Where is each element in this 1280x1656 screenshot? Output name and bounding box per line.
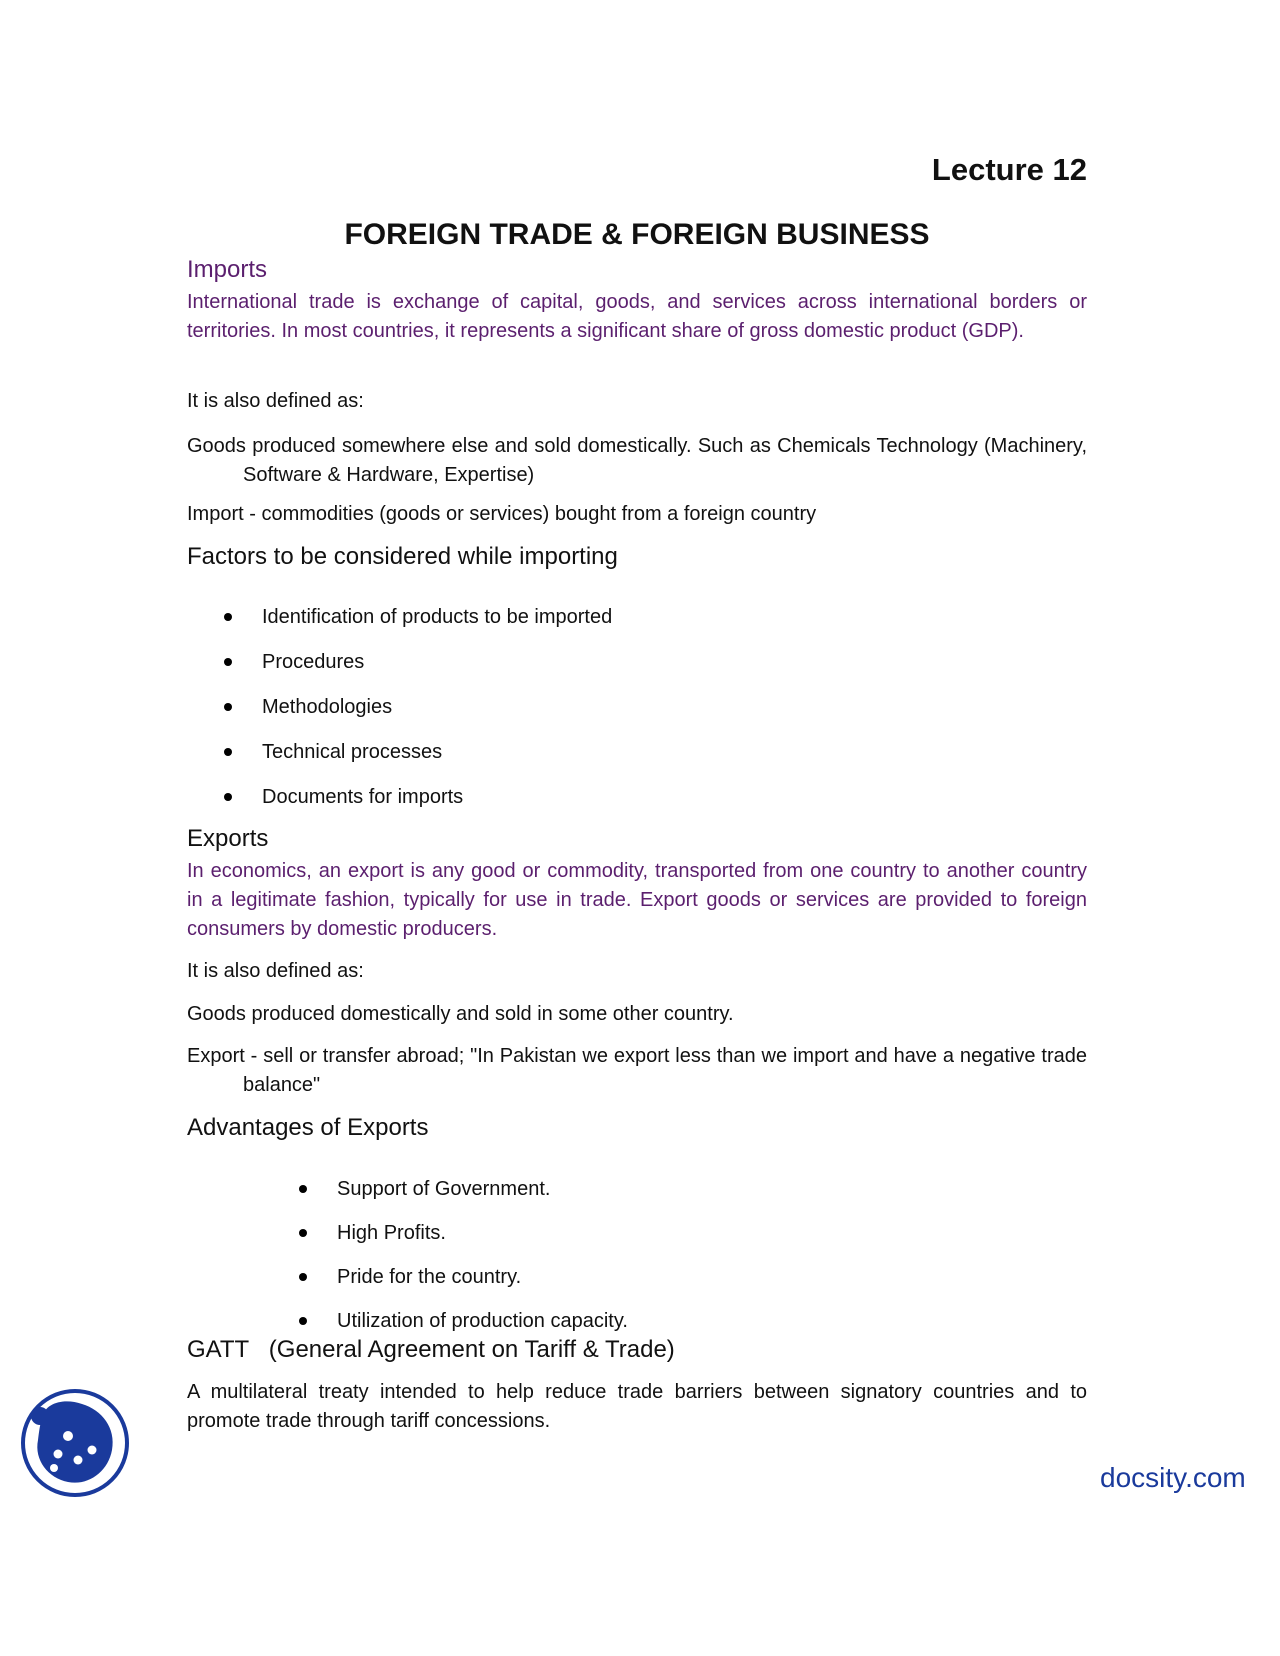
list-item: Technical processes — [187, 739, 612, 784]
import-definition: Import - commodities (goods or services) bought from a foreign country — [187, 503, 817, 525]
bullet-icon — [299, 1317, 307, 1325]
docsity-link[interactable]: docsity.com — [1100, 1462, 1246, 1493]
gatt-heading: GATT (General Agreement on Tariff & Trade) — [187, 1336, 675, 1363]
list-item: Procedures — [187, 649, 612, 694]
imports-heading: Imports — [187, 256, 268, 283]
bullet-icon — [299, 1185, 307, 1193]
exports-also-defined: It is also defined as: — [187, 960, 364, 982]
imports-definition: Goods produced somewhere else and sold domestically. Such as Chemicals Technology (Machinery, Software & Hardware, Expertise) — [187, 435, 1087, 486]
list-item: High Profits. — [187, 1220, 628, 1264]
bullet-icon — [224, 613, 232, 621]
bullet-icon — [299, 1229, 307, 1237]
export-definition: Export - sell or transfer abroad; "In Pakistan we export less than we import and have a negative trade balance" — [187, 1045, 1087, 1096]
list-item: Documents for imports — [187, 784, 612, 829]
exports-definition: Goods produced domestically and sold in some other country. — [187, 1003, 734, 1025]
list-item: Methodologies — [187, 694, 612, 739]
imports-also-defined: It is also defined as: — [187, 390, 364, 412]
factors-list — [187, 604, 612, 829]
lecture-number: Lecture 12 — [931, 152, 1087, 187]
list-item: Identification of products to be imported — [187, 604, 612, 649]
exports-intro: In economics, an export is any good or commodity, transported from one country to another country in a legitimate fashion, typically for use in trade. Export goods or services are provided to foreign consumers by domestic producers. — [187, 860, 1087, 940]
factors-heading: Factors to be considered while importing — [187, 543, 618, 570]
bullet-icon — [224, 703, 232, 711]
imports-intro: International trade is exchange of capital, goods, and services across international borders or territories. In most countries, it represents a significant share of gross domestic product (GDP). — [187, 291, 1087, 342]
list-item: Utilization of production capacity. — [187, 1308, 628, 1352]
gatt-text: A multilateral treaty intended to help reduce trade barriers between signatory countries and to promote trade through tariff concessions. — [187, 1381, 1087, 1432]
bullet-icon — [224, 658, 232, 666]
advantages-list — [187, 1176, 628, 1352]
bullet-icon — [299, 1273, 307, 1281]
list-item: Pride for the country. — [187, 1264, 628, 1308]
advantages-heading: Advantages of Exports — [187, 1114, 429, 1141]
list-item: Support of Government. — [187, 1176, 628, 1220]
bullet-icon — [224, 793, 232, 801]
exports-heading: Exports — [187, 825, 269, 852]
page-title: FOREIGN TRADE & FOREIGN BUSINESS — [344, 218, 930, 251]
bullet-icon — [224, 748, 232, 756]
docsity-logo-icon[interactable] — [20, 1388, 130, 1498]
